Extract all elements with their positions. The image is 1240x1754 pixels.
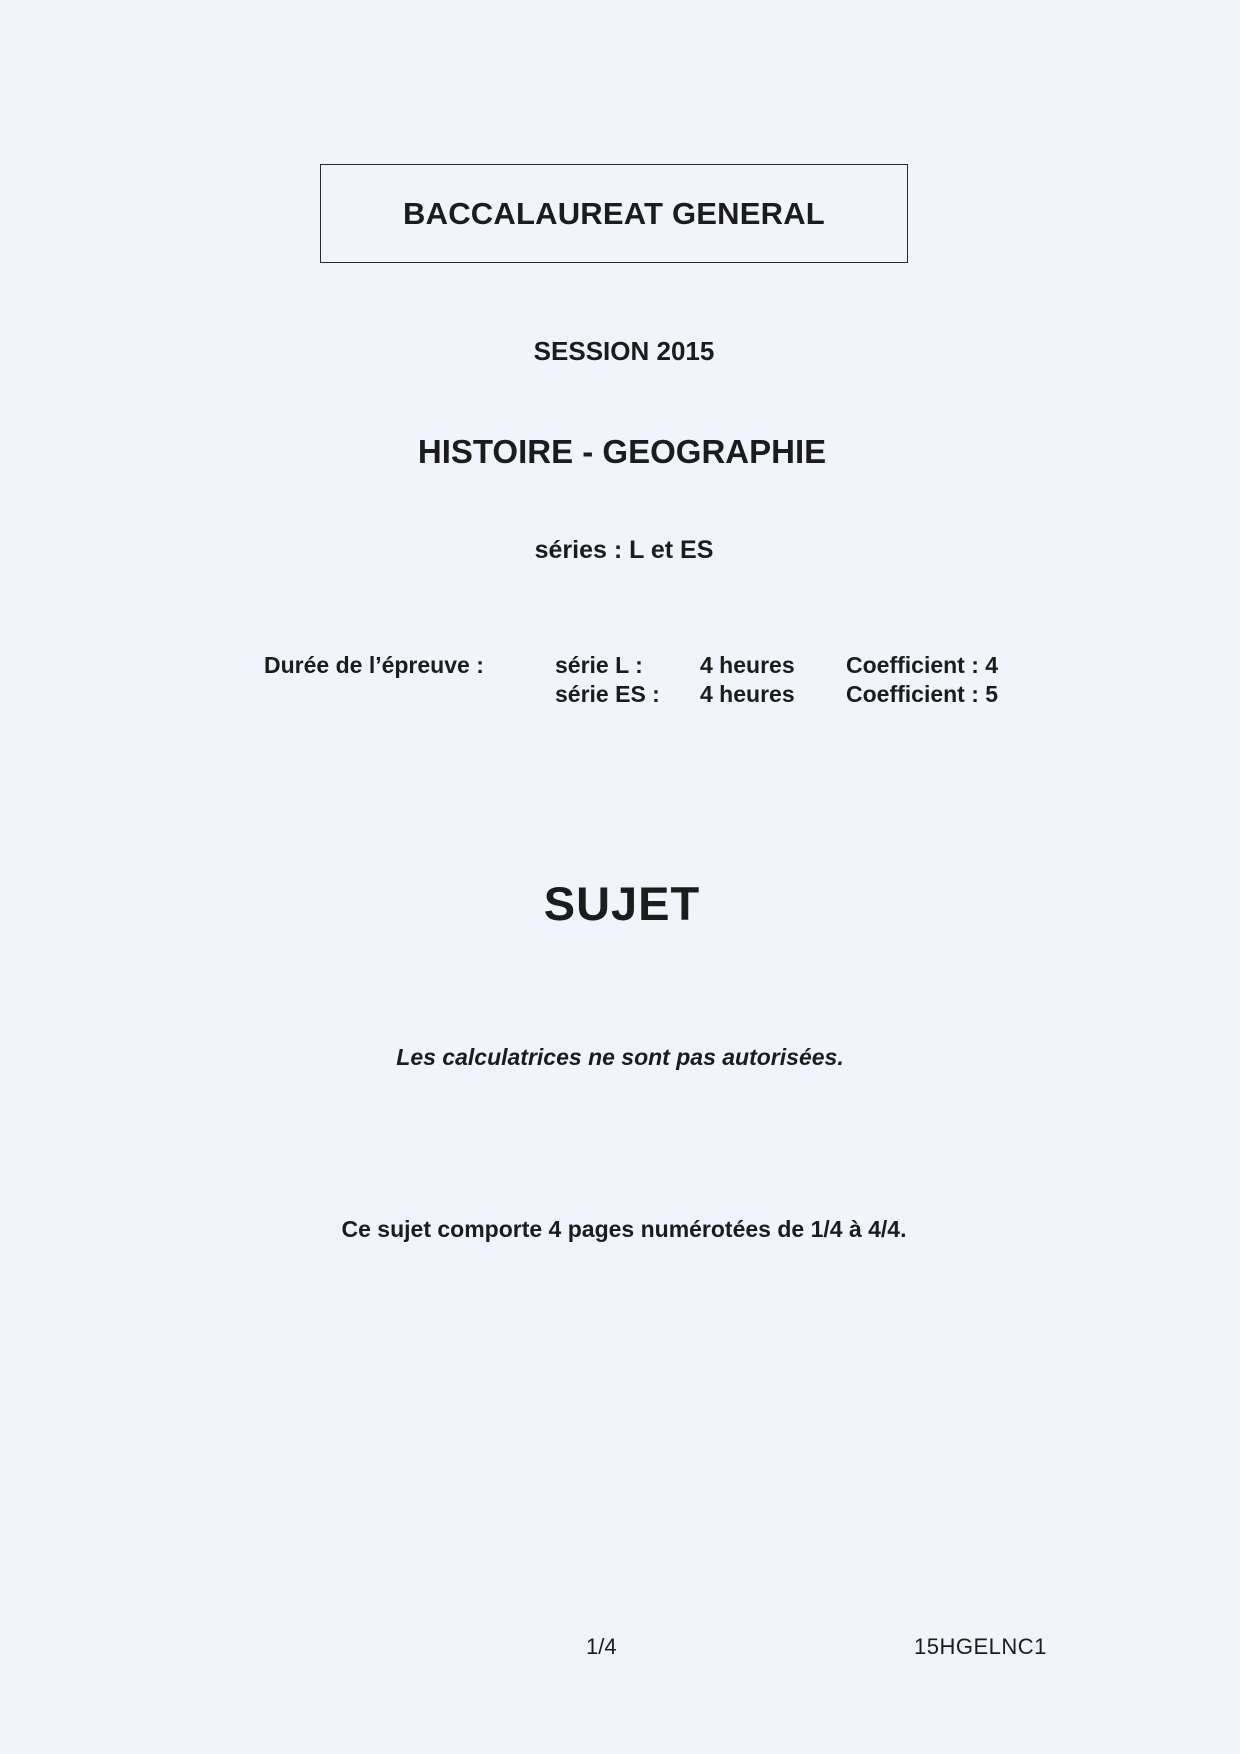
calculator-note: Les calculatrices ne sont pas autorisées. — [396, 1044, 844, 1070]
coefficient-value: Coefficient : 5 — [846, 681, 999, 707]
exam-title: BACCALAUREAT GENERAL — [403, 195, 825, 231]
serie-label: série ES : — [555, 681, 660, 707]
coefficient-value: Coefficient : 4 — [846, 652, 999, 678]
hours-value: 4 heures — [700, 681, 795, 707]
serie-label: série L : — [555, 652, 643, 678]
document-code: 15HGELNC1 — [914, 1634, 1047, 1659]
session-heading: SESSION 2015 — [533, 336, 715, 366]
page-number: 1/4 — [586, 1634, 617, 1659]
pages-note: Ce sujet comporte 4 pages numérotées de 1/4 à 4/4. — [341, 1216, 907, 1242]
subject-heading: HISTOIRE - GEOGRAPHIE — [417, 433, 827, 470]
duration-label: Durée de l’épreuve : — [264, 652, 484, 678]
sujet-heading: SUJET — [543, 877, 701, 930]
hours-value: 4 heures — [700, 652, 795, 678]
title-box — [320, 164, 908, 263]
duration-row — [0, 681, 1240, 711]
duration-row — [0, 652, 1240, 682]
series-heading: séries : L et ES — [534, 536, 714, 564]
